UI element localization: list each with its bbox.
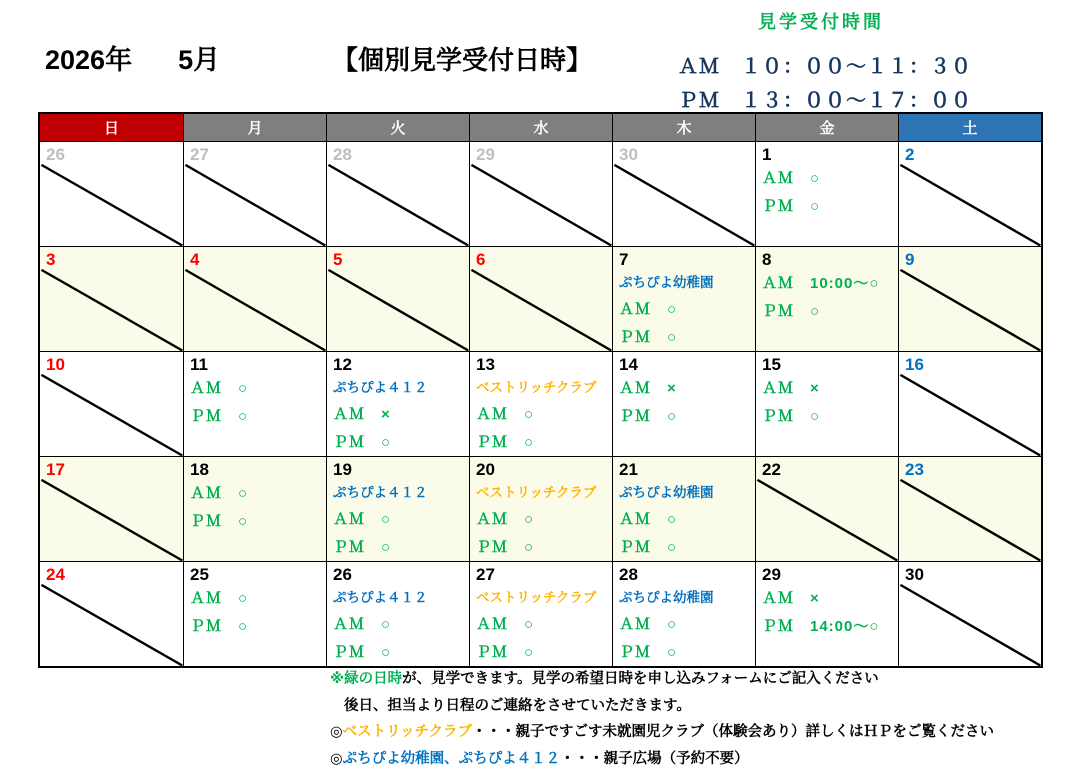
availability-line: ＰＭ ○ [333, 539, 392, 556]
week-row [40, 246, 1041, 351]
date-number: 19 [333, 460, 352, 479]
date-number: 18 [190, 460, 209, 479]
program-label: ベストリッチクラブ [476, 380, 597, 395]
date-number: 23 [905, 460, 924, 479]
month-label: 5月 [178, 45, 221, 75]
date-number: 12 [333, 355, 352, 374]
availability-line: ＡＭ ○ [333, 616, 392, 633]
availability-line: ＡＭ ○ [476, 616, 535, 633]
day-cell-11 [183, 352, 326, 456]
calendar-weeks [40, 141, 1041, 666]
day-cell-7 [612, 247, 755, 351]
program-label: ぷちぴよ４１２ [333, 485, 428, 500]
availability-line: ＰＭ ○ [619, 644, 678, 661]
footnote-line-3 [330, 719, 994, 746]
date-number: 27 [476, 565, 495, 584]
availability-line: ＰＭ ○ [619, 408, 678, 425]
footnote-segment: が、見学できます。見学の希望日時を申し込みフォームにご記入ください [402, 671, 879, 687]
page-title: 【個別見学受付日時】 [332, 45, 593, 75]
date-number: 3 [46, 250, 56, 269]
program-label: ぷちぴよ４１２ [333, 380, 428, 395]
day-cell-27 [183, 142, 326, 246]
date-number: 10 [46, 355, 65, 374]
day-cell-6 [469, 247, 612, 351]
availability-line: ＰＭ ○ [476, 539, 535, 556]
footnote-segment: ・・・親子ですごす未就園児クラブ（体験会あり）詳しくはＨＰをご覧ください [472, 724, 994, 740]
date-number: 30 [905, 565, 924, 584]
date-number: 13 [476, 355, 495, 374]
week-row [40, 141, 1041, 246]
date-number: 29 [476, 145, 495, 164]
availability-line: ＰＭ ○ [190, 513, 249, 530]
availability-line: ＡＭ ○ [190, 590, 249, 607]
day-cell-26 [40, 142, 183, 246]
footnote-segment: ◎ [330, 724, 343, 740]
availability-line: ＰＭ ○ [619, 539, 678, 556]
reception-hours-heading: 見学受付時間 [758, 12, 884, 32]
day-cell-8 [755, 247, 898, 351]
date-number: 14 [619, 355, 638, 374]
availability-line: ＡＭ ○ [619, 511, 678, 528]
day-cell-15 [755, 352, 898, 456]
day-cell-2 [898, 142, 1041, 246]
weekday-header-日: 日 [40, 114, 183, 141]
day-cell-27 [469, 562, 612, 666]
day-cell-29 [469, 142, 612, 246]
day-cell-26 [326, 562, 469, 666]
day-cell-5 [326, 247, 469, 351]
day-cell-28 [326, 142, 469, 246]
availability-line: ＰＭ ○ [333, 644, 392, 661]
date-number: 24 [46, 565, 65, 584]
footnote-segment: ※緑の日時 [330, 671, 403, 687]
pm-reception-hours: ＰＭ １３：００～１７：００ [678, 90, 972, 112]
date-number: 22 [762, 460, 781, 479]
footnote-segment: 後日、担当より日程のご連絡をさせていただきます。 [344, 697, 691, 714]
date-number: 8 [762, 250, 772, 269]
availability-line: ＰＭ ○ [762, 408, 821, 425]
availability-line: ＡＭ ○ [333, 511, 392, 528]
week-row [40, 456, 1041, 561]
date-number: 29 [762, 565, 781, 584]
day-cell-12 [326, 352, 469, 456]
day-cell-22 [755, 457, 898, 561]
date-number: 4 [190, 250, 200, 269]
date-number: 27 [190, 145, 209, 164]
footnote-segment: ・・・親子広場（予約不要） [560, 750, 749, 767]
footnote-line-4 [330, 746, 994, 773]
program-label: ぷちぴよ幼稚園 [619, 485, 714, 500]
date-number: 7 [619, 250, 629, 269]
availability-line: ＰＭ ○ [333, 434, 392, 451]
availability-line: ＡＭ ○ [476, 406, 535, 423]
day-cell-16 [898, 352, 1041, 456]
availability-line: ＡＭ 10:00～○ [762, 275, 880, 292]
day-cell-23 [898, 457, 1041, 561]
availability-line: ＡＭ ○ [190, 380, 249, 397]
footnotes [330, 666, 994, 772]
day-cell-19 [326, 457, 469, 561]
availability-line: ＰＭ ○ [762, 198, 821, 215]
day-cell-10 [40, 352, 183, 456]
availability-line: ＰＭ ○ [476, 644, 535, 661]
weekday-header-月: 月 [183, 114, 326, 141]
date-number: 21 [619, 460, 638, 479]
date-number: 1 [762, 145, 772, 164]
availability-line: ＰＭ ○ [619, 329, 678, 346]
day-cell-3 [40, 247, 183, 351]
day-cell-9 [898, 247, 1041, 351]
footnote-line-1 [330, 666, 994, 693]
date-number: 28 [619, 565, 638, 584]
am-reception-hours: ＡＭ １０：００～１１：３０ [678, 56, 972, 78]
availability-line: ＰＭ ○ [476, 434, 535, 451]
availability-line: ＡＭ × [333, 406, 391, 423]
program-label: ベストリッチクラブ [476, 485, 597, 500]
day-cell-25 [183, 562, 326, 666]
week-row [40, 561, 1041, 666]
day-cell-13 [469, 352, 612, 456]
day-cell-29 [755, 562, 898, 666]
date-number: 16 [905, 355, 924, 374]
date-number: 26 [333, 565, 352, 584]
date-number: 30 [619, 145, 638, 164]
date-number: 11 [190, 355, 208, 374]
day-cell-30 [612, 142, 755, 246]
footnote-line-2 [330, 693, 994, 720]
date-number: 26 [46, 145, 65, 164]
weekday-header-火: 火 [326, 114, 469, 141]
availability-line: ＡＭ × [762, 380, 820, 397]
day-cell-24 [40, 562, 183, 666]
availability-line: ＡＭ ○ [190, 485, 249, 502]
year-month-heading [45, 44, 220, 76]
day-cell-1 [755, 142, 898, 246]
day-cell-4 [183, 247, 326, 351]
date-number: 5 [333, 250, 343, 269]
date-number: 20 [476, 460, 495, 479]
footnote-segment: ぷちぴよ幼稚園、ぷちぴよ４１２ [342, 750, 561, 767]
weekday-header-row [40, 114, 1041, 141]
calendar-grid [38, 112, 1043, 668]
weekday-header-土: 土 [898, 114, 1041, 141]
week-row [40, 351, 1041, 456]
availability-line: ＡＭ × [762, 590, 820, 607]
date-number: 6 [476, 250, 486, 269]
date-number: 15 [762, 355, 781, 374]
day-cell-18 [183, 457, 326, 561]
footnote-segment: ◎ [330, 750, 343, 767]
date-number: 25 [190, 565, 209, 584]
program-label: ぷちぴよ幼稚園 [619, 590, 714, 605]
availability-line: ＡＭ × [619, 380, 677, 397]
day-cell-28 [612, 562, 755, 666]
date-number: 2 [905, 145, 915, 164]
day-cell-14 [612, 352, 755, 456]
day-cell-30 [898, 562, 1041, 666]
availability-line: ＡＭ ○ [619, 301, 678, 318]
weekday-header-水: 水 [469, 114, 612, 141]
availability-line: ＰＭ ○ [190, 618, 249, 635]
day-cell-21 [612, 457, 755, 561]
program-label: ぷちぴよ４１２ [333, 590, 428, 605]
weekday-header-金: 金 [755, 114, 898, 141]
availability-line: ＡＭ ○ [762, 170, 821, 187]
availability-line: ＰＭ ○ [190, 408, 249, 425]
day-cell-20 [469, 457, 612, 561]
year-label: 2026年 [45, 45, 133, 75]
day-cell-17 [40, 457, 183, 561]
program-label: ぷちぴよ幼稚園 [619, 275, 714, 290]
footnote-segment: ベストリッチクラブ [342, 724, 472, 740]
availability-line: ＡＭ ○ [476, 511, 535, 528]
weekday-header-木: 木 [612, 114, 755, 141]
date-number: 17 [46, 460, 65, 479]
availability-line: ＡＭ ○ [619, 616, 678, 633]
availability-line: ＰＭ ○ [762, 303, 821, 320]
program-label: ベストリッチクラブ [476, 590, 597, 605]
date-number: 28 [333, 145, 352, 164]
availability-line: ＰＭ 14:00～○ [762, 618, 880, 635]
date-number: 9 [905, 250, 915, 269]
